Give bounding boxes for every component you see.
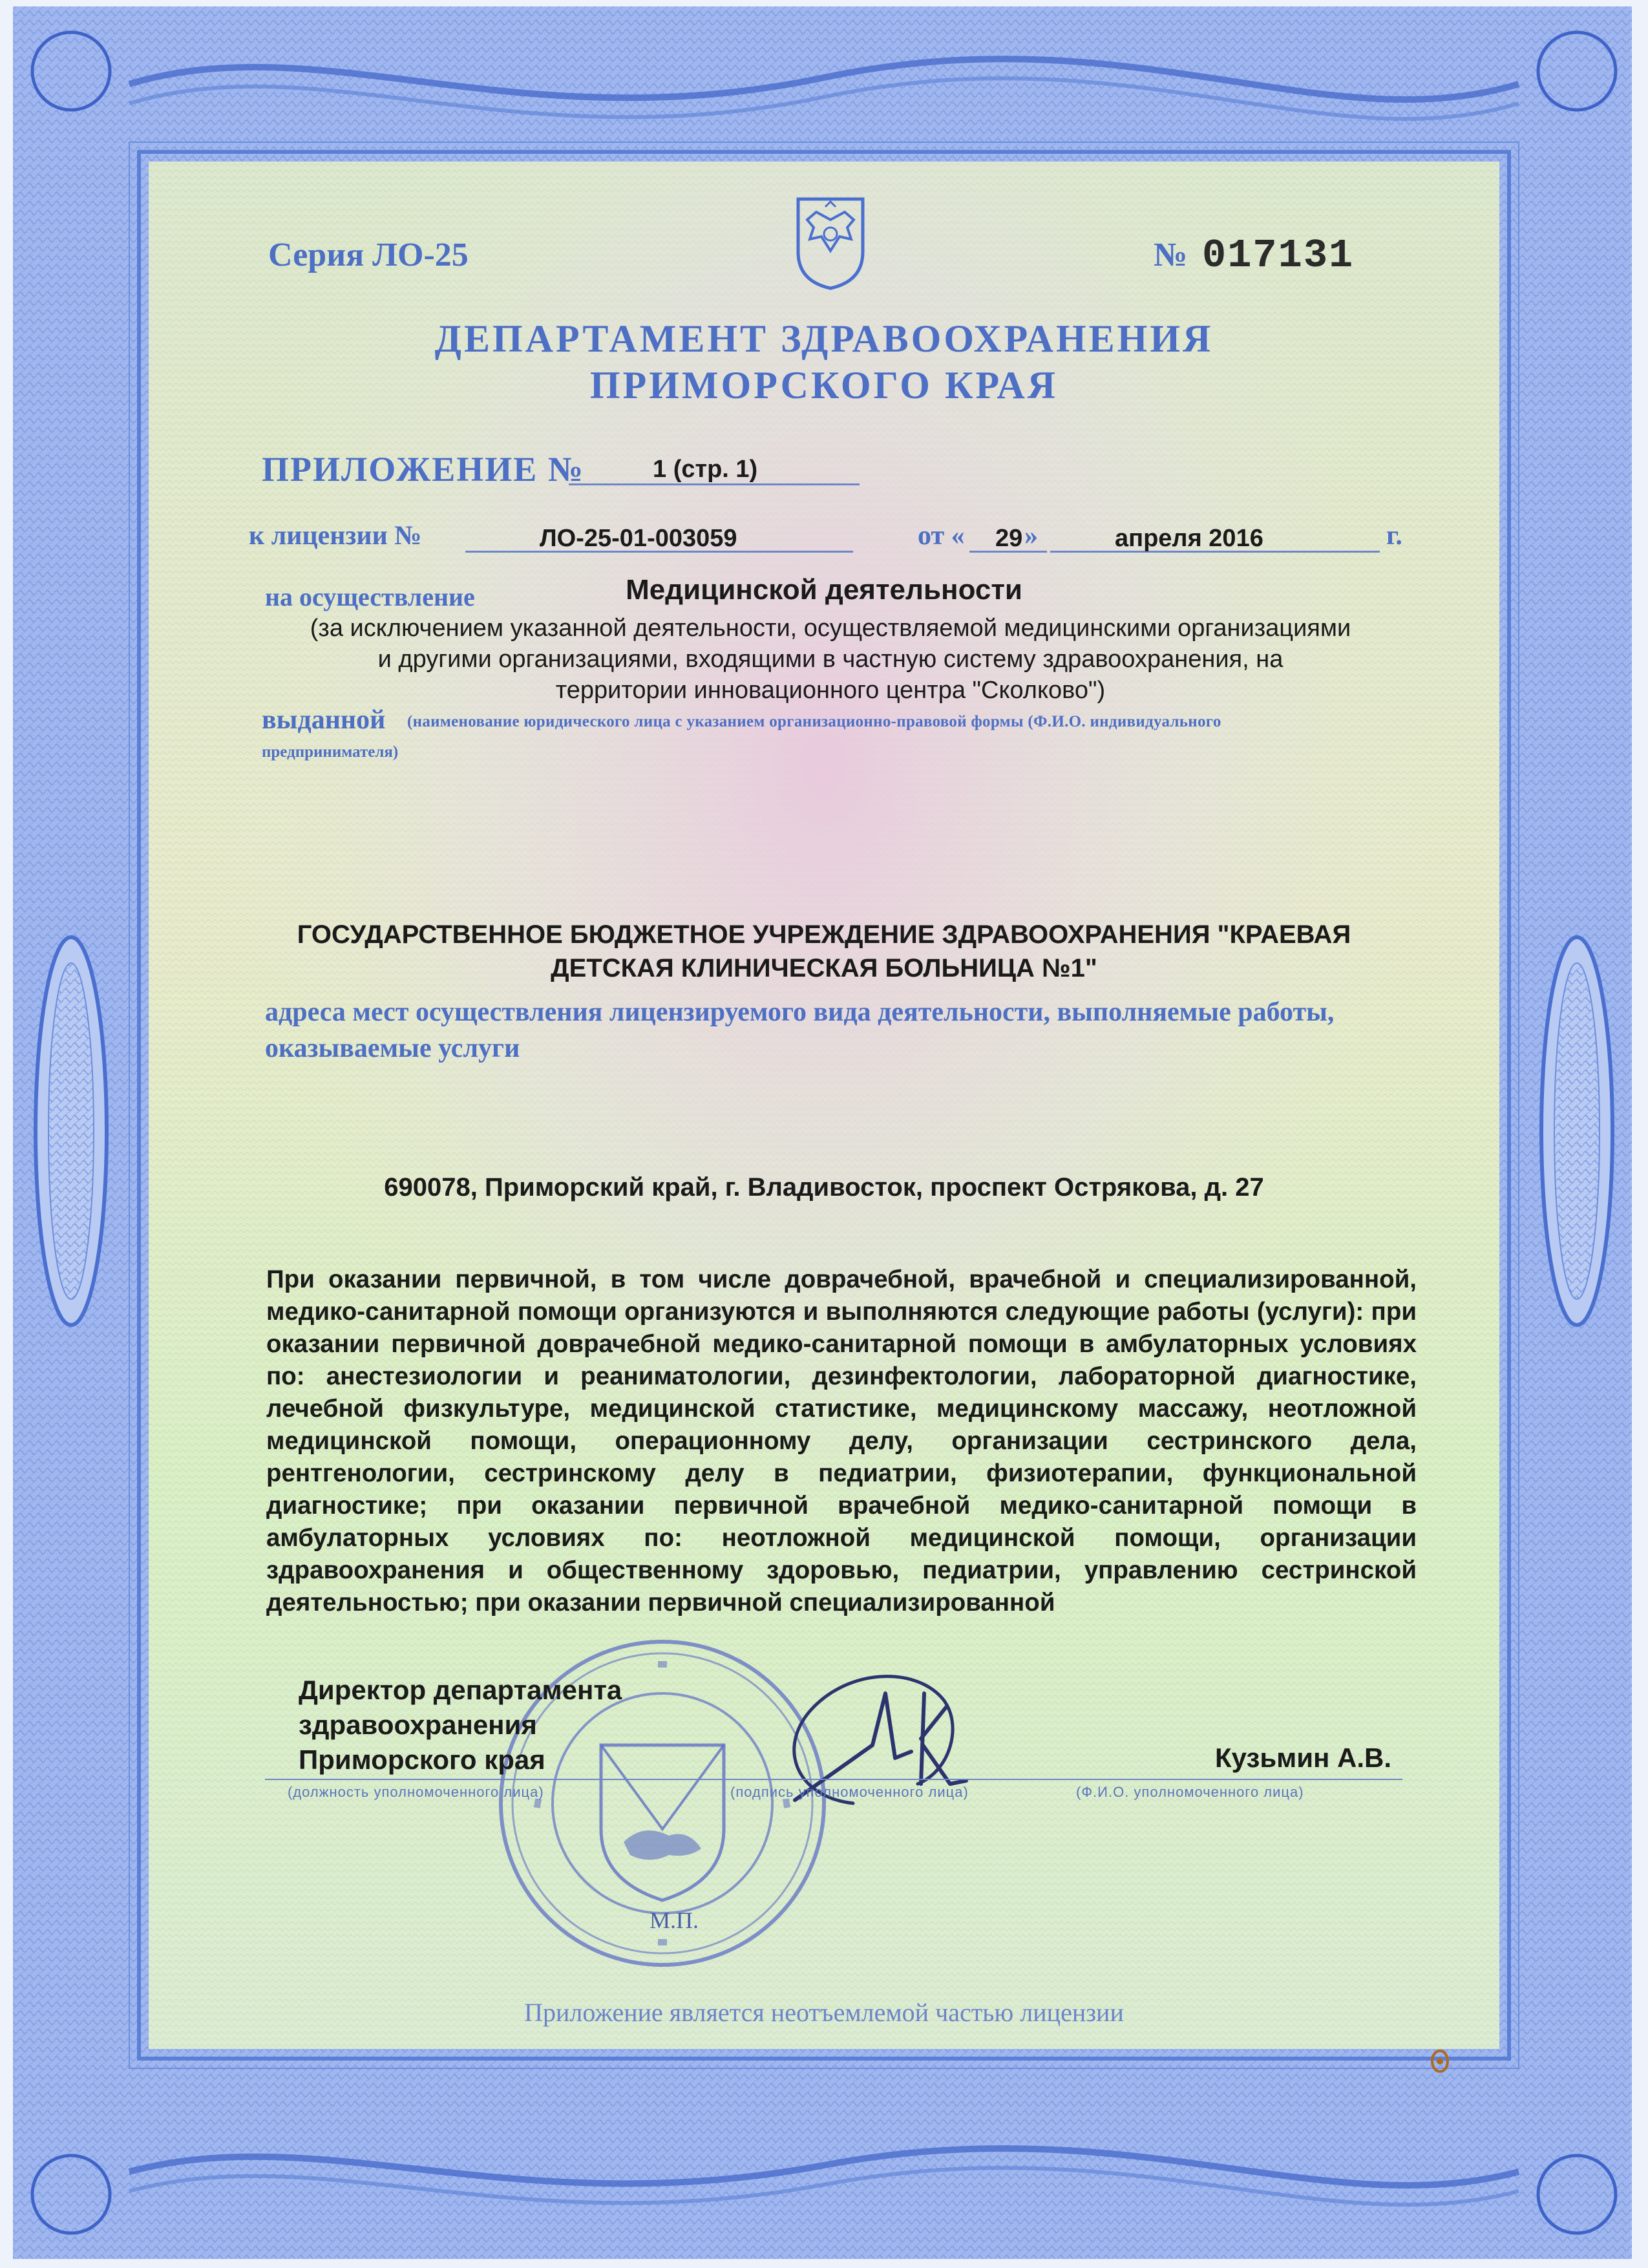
appendix-value: 1 (стр. 1) — [653, 456, 758, 483]
hologram-mark-icon — [1428, 2046, 1452, 2074]
activity-note-line1: (за исключением указанной деятельности, осуществляемой медицинскими организациями — [310, 615, 1351, 642]
license-label: к лицензии № — [249, 521, 422, 551]
appendix-underline — [569, 483, 860, 485]
department-title-line2: ПРИМОРСКОГО КРАЯ — [589, 364, 1059, 407]
activity-note-line2: и другими организациями, входящими в частную систему здравоохранения, на — [377, 646, 1284, 673]
issued-hint-line2: предпринимателя) — [262, 743, 399, 761]
signatory-position — [299, 1673, 622, 1777]
signatory-position-line2: здравоохранения — [299, 1710, 537, 1740]
series-label: Серия ЛО-25 — [268, 237, 469, 273]
seal-place-mark: М.П. — [650, 1907, 699, 1933]
from-label: от « — [918, 521, 965, 551]
day-close: » — [1024, 521, 1038, 551]
activity-label: на осуществление — [265, 582, 475, 611]
caption-name: (Ф.И.О. уполномоченного лица) — [1076, 1784, 1304, 1800]
services-text: При оказании первичной, в том числе доврачебной, врачебной и специализированной, медико-санитарной помощи организуются и выполняются следующие работы (услуги): при оказании первичной доврачебной медико-санитарной помощи в амбулаторных условиях по: анестезиологии и реаниматологии, дезинфектологии, лабораторной диагностике, лечебной физкультуре, медицинской статистике, медицинскому массажу, неотложной медицинской помощи, операционному делу, организации сестринского дела, рентгенологии, сестринскому делу в педиатрии, физиотерапии, функциональной диагностике; при оказании первичной врачебной медико-санитарной помощи в амбулаторных условиях по: неотложной медицинской помощи, организации здравоохранения и общественному здоровью, педиатрии, управлению сестринской деятельностью; при оказании первичной специализированной — [266, 1266, 1417, 1616]
number-sign: № — [1154, 237, 1188, 273]
footer-note: Приложение является неотъемлемой частью лицензии — [524, 1998, 1124, 2027]
coat-of-arms-icon — [792, 194, 869, 291]
signatory-name: Кузьмин А.В. — [1215, 1743, 1392, 1773]
organization-name-line2: ДЕТСКАЯ КЛИНИЧЕСКАЯ БОЛЬНИЦА №1" — [551, 954, 1097, 982]
signatory-position-line1: Директор департамента — [299, 1675, 622, 1705]
caption-position: (должность уполномоченного лица) — [288, 1784, 544, 1800]
addresses-label — [265, 994, 1334, 1066]
department-title-line1: ДЕПАРТАМЕНТ ЗДРАВООХРАНЕНИЯ — [434, 317, 1214, 360]
signature-line — [265, 1779, 1402, 1780]
activity-title: Медицинской деятельности — [626, 574, 1022, 606]
addresses-label-line2: оказываемые услуги — [265, 1033, 520, 1063]
activity-address: 690078, Приморский край, г. Владивосток, проспект Острякова, д. 27 — [384, 1173, 1264, 1202]
license-number: ЛО-25-01-003059 — [540, 525, 737, 552]
activity-note-line3: территории инновационного центра "Сколково") — [555, 677, 1106, 704]
organization-name — [194, 918, 1454, 985]
license-month-year: апреля 2016 — [1115, 525, 1263, 552]
addresses-label-line1: адреса мест осуществления лицензируемого вида деятельности, выполняемые работы, — [265, 997, 1335, 1027]
form-number: 017131 — [1202, 233, 1355, 279]
activity-note — [233, 613, 1428, 706]
organization-name-line1: ГОСУДАРСТВЕННОЕ БЮДЖЕТНОЕ УЧРЕЖДЕНИЕ ЗДРАВООХРАНЕНИЯ "КРАЕВАЯ — [297, 920, 1351, 949]
caption-signature: (подпись уполномоченного лица) — [730, 1784, 969, 1800]
issued-hint-line1: (наименование юридического лица с указанием организационно-правовой формы (Ф.И.О. индивидуального — [407, 713, 1221, 730]
license-day: 29 — [995, 525, 1023, 552]
appendix-label: ПРИЛОЖЕНИЕ № — [262, 450, 585, 489]
year-suffix: г. — [1386, 521, 1402, 551]
issued-label: выданной — [262, 705, 386, 735]
signatory-position-line3: Приморского края — [299, 1744, 545, 1775]
